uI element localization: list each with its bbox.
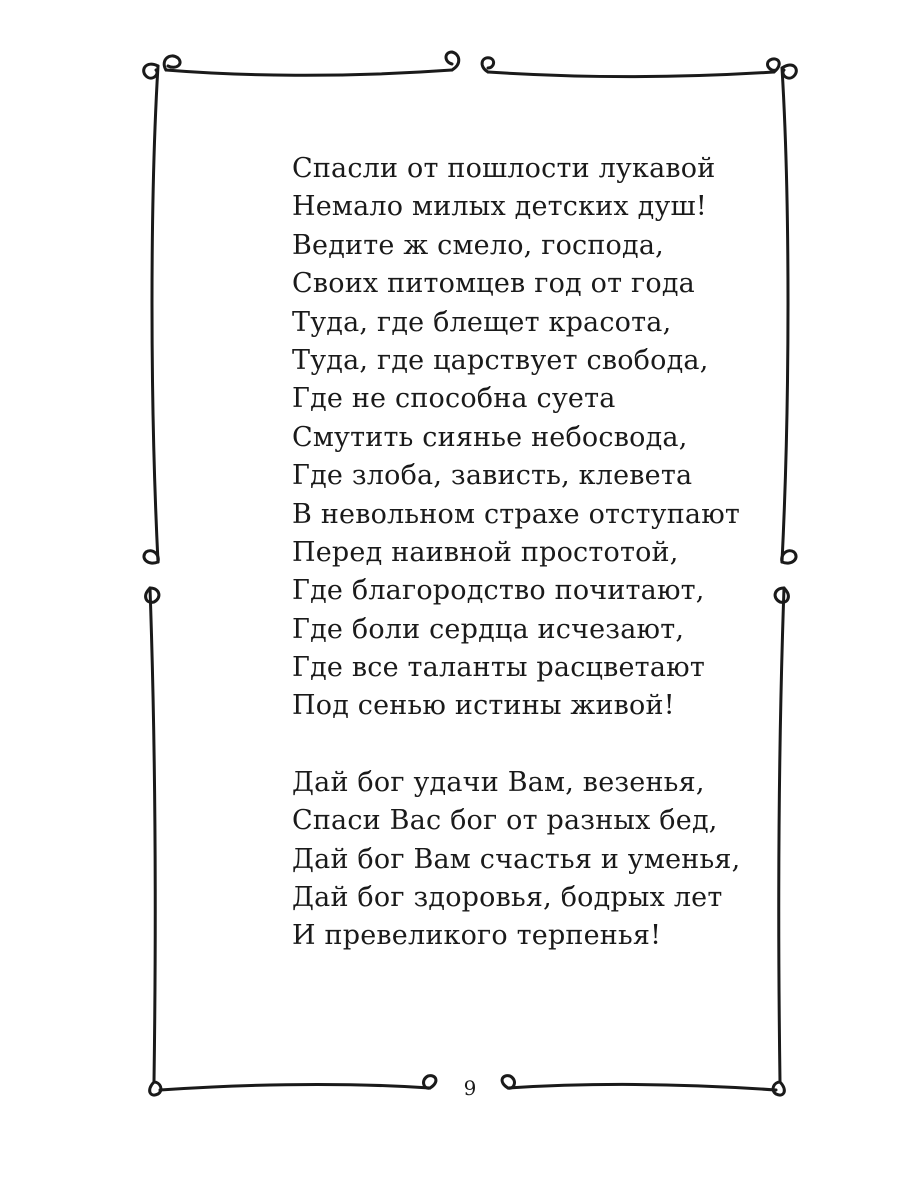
poem-line: Спасли от пошлости лукавой — [292, 153, 716, 184]
frame-left-top-border — [152, 66, 158, 562]
frame-top-right-border — [488, 72, 774, 77]
poem-line: Туда, где царствует свобода, — [292, 344, 709, 376]
poem-line: Дай бог здоровья, бодрых лет — [292, 882, 723, 914]
frame-left-bottom-border — [150, 588, 155, 1082]
poem-line: В невольном страхе отступают — [292, 498, 741, 530]
poem-line: Своих питомцев год от года — [292, 268, 695, 300]
poem-text — [292, 150, 762, 956]
poem-line: Немало милых детских душ! — [292, 191, 707, 223]
frame-top-left-border — [166, 70, 452, 75]
frame-right-top-border — [782, 68, 788, 562]
poem-line: И превеликого терпенья! — [292, 920, 662, 952]
frame-right-bottom-border — [779, 588, 784, 1082]
poem-line: Где боли сердца исчезают, — [292, 613, 685, 645]
poem-line: Спаси Вас бог от разных бед, — [292, 805, 718, 837]
poem-line: Где не способна суета — [292, 383, 616, 415]
poem-line: Перед наивной простотой, — [292, 536, 679, 568]
poem-line: Туда, где блещет красота, — [292, 306, 672, 338]
poem-line: Где злоба, зависть, клевета — [292, 460, 693, 492]
page-number: 9 — [463, 1076, 477, 1100]
poem-line: Ведите ж смело, господа, — [292, 229, 664, 261]
poem-line: Под сенью истины живой! — [292, 690, 675, 722]
poem-line: Смутить сиянье небосвода, — [292, 421, 688, 453]
poem-line: Дай бог Вам счастья и уменья, — [292, 843, 741, 875]
poem-line: Где благородство почитают, — [292, 575, 705, 607]
poem-line: Где все таланты расцветают — [292, 652, 705, 684]
poem-stanza-1 — [292, 150, 762, 726]
poem-stanza-2 — [292, 764, 762, 956]
poem-line: Дай бог удачи Вам, везенья, — [292, 766, 705, 798]
